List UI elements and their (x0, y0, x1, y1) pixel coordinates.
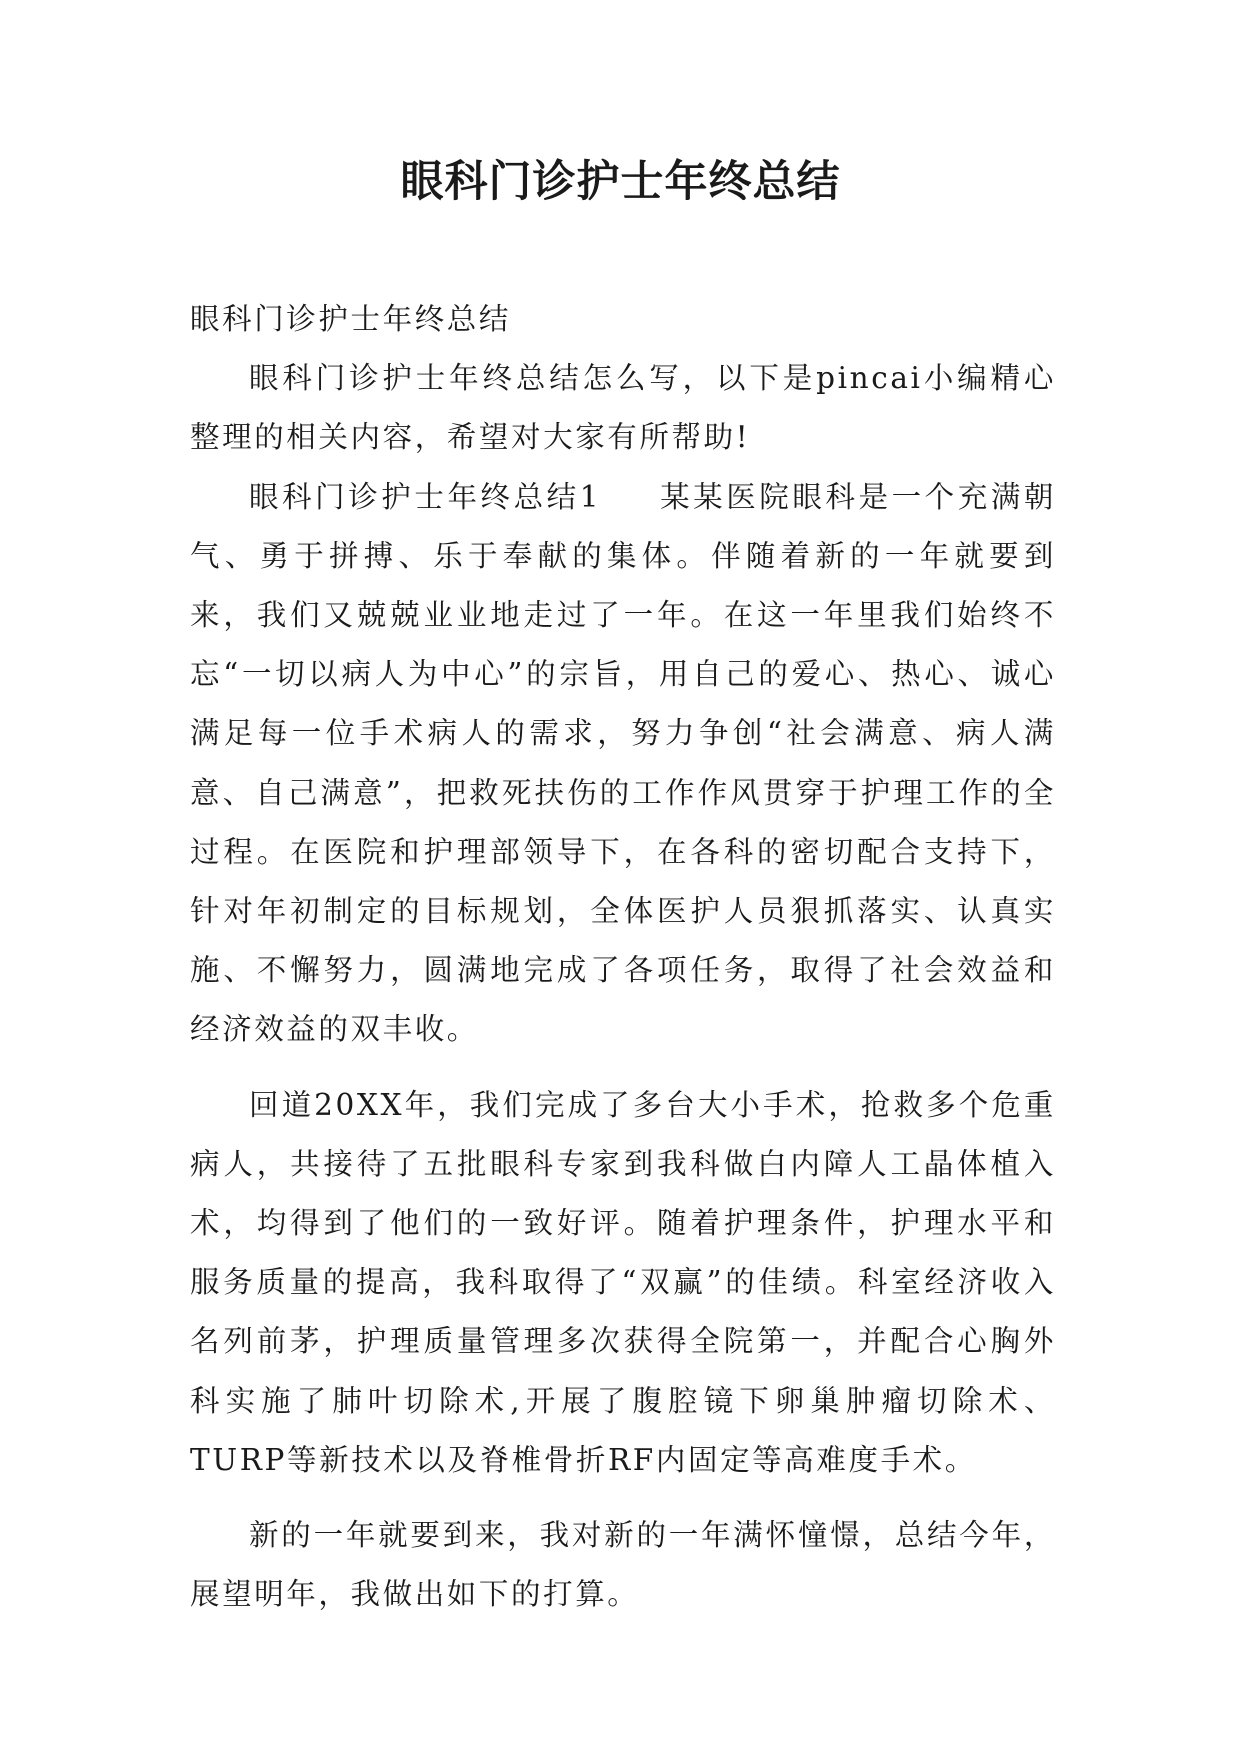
document-body (190, 290, 1056, 1624)
plan-paragraph: 新的一年就要到来，我对新的一年满怀憧憬，总结今年，展望明年，我做出如下的打算。 (190, 1518, 1056, 1612)
intro-paragraph: 眼科门诊护士年终总结怎么写，以下是pincai小编精心整理的相关内容，希望对大家有所帮助! (190, 361, 1056, 455)
document-heading: 眼科门诊护士年终总结 (190, 302, 512, 336)
review-paragraph: 回道20XX年，我们完成了多台大小手术，抢救多个危重病人，共接待了五批眼科专家到我科做白内障人工晶体植入术，均得到了他们的一致好评。随着护理条件，护理水平和服务质量的提高，我科取得了“双赢”的佳绩。科室经济收入名列前茅，护理质量管理多次获得全院第一，并配合心胸外科实施了肺叶切除术,开展了腹腔镜下卵巢肿瘤切除术、TURP等新技术以及脊椎骨折RF内固定等高难度手术。 (190, 1087, 1056, 1477)
section-1-label: 眼科门诊护士年终总结1 (249, 479, 602, 514)
section-1-text: 某某医院眼科是一个充满朝气、勇于拼搏、乐于奉献的集体。伴随着新的一年就要到来，我们又兢兢业业地走过了一年。在这一年里我们始终不忘“一切以病人为中心”的宗旨，用自己的爱心、热心、诚心满足每一位手术病人的需求，努力争创“社会满意、病人满意、自己满意”，把救死扶伤的工作作风贯穿于护理工作的全过程。在医院和护理部领导下，在各科的密切配合支持下，针对年初制定的目标规划，全体医护人员狠抓落实、认真实施、不懈努力，圆满地完成了各项任务，取得了社会效益和经济效益的双丰收。 (190, 479, 1056, 1047)
document-title: 眼科门诊护士年终总结 (400, 157, 841, 207)
section-1-paragraph (190, 468, 1056, 1060)
